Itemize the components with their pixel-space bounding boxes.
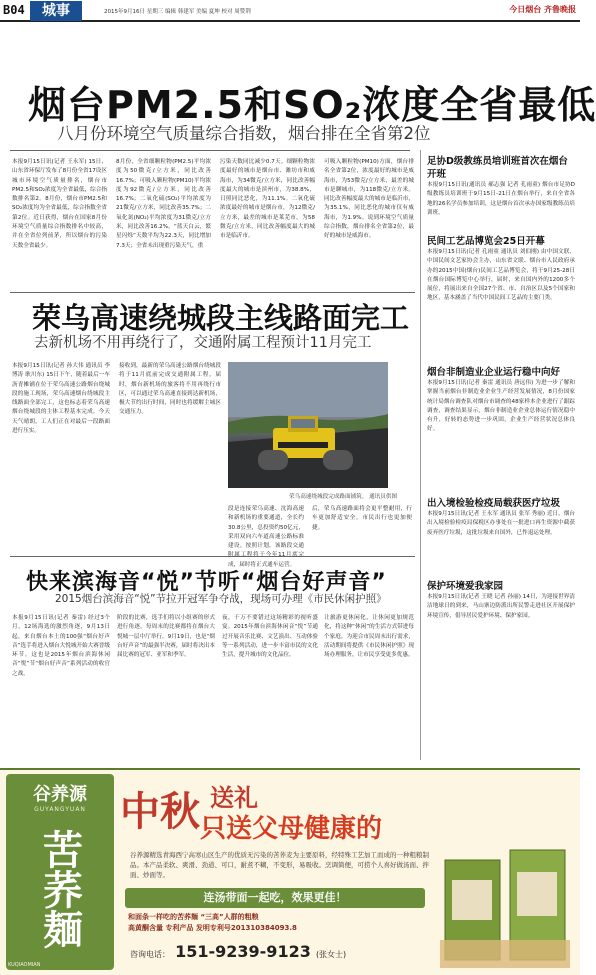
article1-subhead: 八月份环境空气质量综合指数，烟台排在全省第2位 [57,124,431,143]
sidebar-item-body: 本报9月15日讯(通讯员 郝志强 记者 孔雨童) 烟台市足协D级教练员培训班于9月15日-21日在烟台举行，来自全省各地的26名学员参加培训，这是烟台首次承办国家级教练员培训班。 [427,182,575,216]
ad-slogan-main: 只送父母健康的 [200,814,383,844]
sidebar-item-title: 保护环境爱我家园 [427,581,504,592]
ad-feature: 专利产品 [165,924,194,932]
sidebar-item-body: 本报9月15日讯(记者 孔雨童 通讯员 刘伯刚) 由中国文联、中国民间文艺家协会主办，山东省文联、烟台市人民政府承办的2015中国(烟台)民间工艺品博览会，将于9月25-28日在烟台国际博览中心举行，届时，来自国内外的1200多个展位，将展出来自全国27个省、市、自治区以及5个国家和地区，基本涵盖了当代中国民间工艺品的主要门类。 [427,249,575,302]
article2-col2: 接收到，最新的荣乌高速公路烟台绕城段将于11月底前完成交通附属工程，届时，烟台新机场的旅客将不用再绕行市区，可以通过荣乌高速直接到达新机场，极大节约出行时间，同时也将缓解主城区交通压力。 [119,363,221,416]
divider [10,150,410,151]
article1-col2: 8月份，全省细颗粒物(PM2.5)平均浓度为50微克/立方米，同比改善16.7%；可吸入颗粒物(PM10)平均浓度为92微克/立方米，同比改善16.7%；二氧化硫(SO₂)平均浓度为21微克/立方米，同比改善35.7%；二氧化氮(NO₂)平均浓度为31微克/立方米，同比改善16.2%。“蓝天白云，繁星闪烁”天数平均为22.3天，同比增加7.3天；全省未出现重污染天气，重 [116,159,211,249]
ad-hotline-number: 151-9239-9123 [175,942,311,961]
sidebar-rule [420,150,421,760]
advertisement [0,768,580,975]
ad-brand: 谷养源 [33,784,87,805]
ad-description: 谷养源精选青海西宁高寒山区生产的优质无污染的苦荞麦为主要原料，经特殊工艺加工而成的一种粗粮制品。本产品柔软、爽滑、劲道、可口，耐煮不糊，不变形，易吸收。烹调简便，可捞个人喜好做汤面、拌面、炒面等。 [130,851,429,879]
ad-product-name: 苦荞麺 [36,829,84,949]
article3-headline: 快来滨海音“悦”节听“烟台好声音” [26,570,387,595]
sidebar-item-body: 本报9月15日讯(记者 秦雷 通讯员 唐远伟) 为进一步了解和掌握当前烟台非制造业企业生产经营发展情况，8月份国家统计局烟台调查队对烟台市调查的48家样本企业进行了跟踪调查，调查结果显示，烟台非制造业企业总体运行情况稳中有升，好转的态势进一步巩固，企业生产经营状况总体良好。 [427,380,575,433]
page-header [0,0,580,22]
article1-col4: 可吸入颗粒物(PM10)方面，烟台排名全省第2位，浓度最好的城市是威海市，为53微克/立方米，最差的城市是聊城市，为118微克/立方米。同比改善幅度最大的城市是临沂市，为35.1%，同比恶化的城市仅有威海市，为1.9%。说到环境空气质量综合指数，烟台排名全省第2位，最好的城市是威海市。 [324,159,414,240]
sidebar-item-title: 民间工艺品博览会25日开幕 [427,236,545,247]
article1-headline: 烟台PM2.5和SO₂浓度全省最低 [28,83,596,127]
sidebar-item-body: 本报9月15日讯(记者 王永军 通讯员 张军 秀丽) 近日，烟台出入境检验检疫局保税区办事处在一批进口再生资源中截获废弃医疗垃圾，这批垃圾来自国外，已作退运处理。 [427,511,575,536]
article1-col1: 本报9月15日讯(记者 王永军) 15日，山东省环保厅发布了8月份全省17设区城市环境空气质量排名，烟台市PM2.5和SO₂浓度为全省最低，综合指数排名第2。8月份，烟台市PM2.5和SO₂浓度均为全省最低，综合指数全省第2位。近日获得，烟台在国家8月份环境空气质量综合指数排名中较高，并在全省位列前茅，所以烟台的污染天数全省最少。 [12,159,107,249]
ad-feature: 高黄酮含量 [128,924,163,932]
sidebar-item-title: 出入境检验检疫局载获医疗垃圾 [427,498,561,509]
ad-contact: (张女士) [315,950,347,959]
photo-caption: 荣乌高速绕城段完成路面铺筑。 通讯员供图 [289,494,398,500]
section-title: 城事 [30,1,82,21]
article3-col3: 夜，千万不要错过这场精彩的视听盛宴。2015年烟台滨海休闲音“悦”节通过开展音乐比赛、文艺演出、互动体验等一系列活动，进一步丰富市民的文化生活，提升城市的文化品位。 [222,615,318,659]
article3-col1: 本报9月15日讯(记者 秦雷) 经过3个月，12场海选的激烈角逐，9月13日起，来自烟台本土的100强“烟台好声音”选手将进入烟台大悦城开始大赛晋级环节。这也是2015年烟台滨海休闲音“悦”节“烟台好声音”系列活动的收官之战。 [12,615,110,677]
article3-col4: 让旅游更休闲化，让休闲更加规范化，将这种“休闲”的生活方式带进每个家庭。为迎合市民周末出行需求，活动期间将提供《市民休闲护照》现场办理服务，让市民享受更多优惠。 [324,615,414,659]
article3-col2: 阶段的比赛，选手们将以小组赛的形式进行角逐，每周末的比赛都将在烟台大悦城一层中厅举行，9月19日，也是“烟台好声音”的最强半决赛，届时将决出本届比赛的冠军、亚军和季军。 [117,615,215,659]
road-roller-illustration [228,362,388,488]
article2-headline: 荣乌高速绕城段主线路面完工 [32,301,410,335]
ad-banner: 连汤带面一起吃，效果更佳！ [125,888,425,908]
product-package-icon [440,840,570,968]
ad-feature: 和面条一样吃的苦荞麺 [128,913,198,921]
sidebar [427,155,575,663]
ad-slogan-gift: 送礼 [210,784,258,812]
ad-hotline [130,942,346,961]
sidebar-item-title: 足协D级教练员培训班首次在烟台开班 [427,156,568,180]
divider [10,292,415,293]
ad-brand-pinyin: GUYANGYUAN [34,806,86,813]
paper-logo: 今日烟台 齐鲁晚报 [509,5,576,14]
article1-col3: 污染天数同比减少0.7天。细颗粒物浓度最好的城市是烟台市、潍坊市和威海市，为34微克/立方米，同比改善幅度最大的城市是滨州市，为38.8%，日照同比恶化，为11.1%。二氧化硫浓度最好的城市是烟台市，为12微克/立方米，最差的城市是莱芜市，为58微克/立方米，同比改善幅度最大的城市是临沂市。 [220,159,315,240]
sidebar-item-body: 本报9月15日讯(记者 王晓 记者 孙丽) 14日，为迎接世界清洁地球日的到来，马山寨边防派出所民警走进社区开展保护环境宣传，倡导居民爱护环境、保护家园。 [427,594,575,619]
article3-subhead: 2015烟台滨海音“悦”节拉开冠军争夺战，现场可办理《市民休闲护照》 [55,593,387,605]
ad-feature: 发明专利号201310384093.8 [195,924,297,932]
page-number: B04 [3,3,25,17]
ad-hotline-label: 咨询电话： [130,950,170,959]
ad-brand-panel [6,774,114,970]
sidebar-item-title: 烟台非制造业企业运行稳中向好 [427,367,561,378]
ad-slogan-mid-autumn: 中秋 [120,788,200,835]
edition-meta: 2015年9月16日 星期三 编辑 韩建军 美编 夏坤 校对 周赞荆 [104,9,251,15]
article2-subhead: 去新机场不用再绕行了，交通附属工程预计11月完工 [34,335,372,351]
ad-bottom-mark: KUQIAOMIAN [8,962,41,968]
article2-col1: 本报9月15日讯(记者 孙大伟 通讯员 李博涛 耿川东) 15日下午，随着最后一车沥青摊铺在位于荣乌高速公路烟台绕城段的施工现场，荣乌高速烟台绕城段主线路面全部完工，这也标志着荣乌高速烟台绕城段的主体工程基本完成。今天天气晴朗，工人们正在对最后一段路面进行压实。 [12,363,110,435]
divider [10,556,415,557]
article2-col3: 段是连接荣乌高速、沈海高速和新机场的重要通道，全长约30.8公里，总投资约50亿元，采用双向六车道高速公路标准建设。按照计划，该路段交通 成，届时将正式通车运营。 [228,506,304,568]
ad-product-image [440,840,570,968]
ad-features [128,912,388,934]
article2-col4: 后，荣乌高速路面将会更平整耐用，行车更加舒适安全，市民出行也更加便捷。 [312,506,412,531]
road-paving-photo [228,362,388,488]
ad-feature: “三高”人群的粗粮 [200,913,259,921]
